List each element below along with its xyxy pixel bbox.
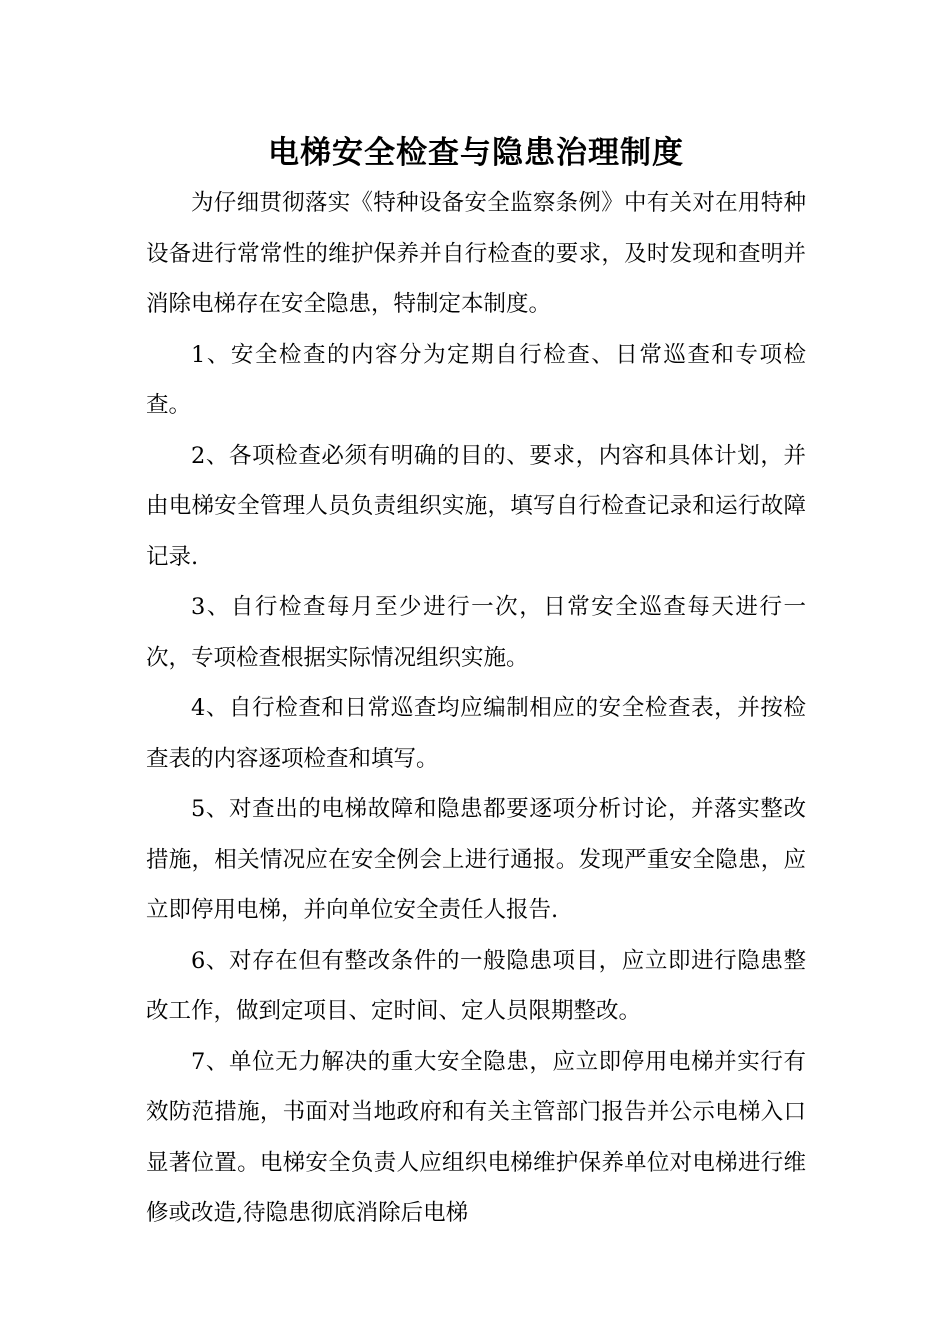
paragraph-intro: 为仔细贯彻落实《特种设备安全监察条例》中有关对在用特种设备进行常常性的维护保养并自行检查的要求，及时发现和查明并消除电梯存在安全隐患，特制定本制度。 <box>146 190 806 317</box>
paragraph-item-4: 4、自行检查和日常巡查均应编制相应的安全检查表，并按检查表的内容逐项检查和填写。 <box>146 695 806 772</box>
paragraph-item-3: 3、自行检查每月至少进行一次，日常安全巡查每天进行一次，专项检查根据实际情况组织实施。 <box>146 594 806 671</box>
paragraph-item-6: 6、对存在但有整改条件的一般隐患项目，应立即进行隐患整改工作，做到定项目、定时间、定人员限期整改。 <box>146 947 806 1024</box>
document-body <box>146 128 806 1239</box>
paragraph-item-5: 5、对查出的电梯故障和隐患都要逐项分析讨论，并落实整改措施，相关情况应在安全例会上进行通报。发现严重安全隐患，应立即停用电梯，并向单位安全责任人报告. <box>146 796 806 923</box>
document-title: 电梯安全检查与隐患治理制度 <box>268 135 684 171</box>
paragraph-item-1: 1、安全检查的内容分为定期自行检查、日常巡查和专项检查。 <box>146 341 806 418</box>
paragraph-item-7: 7、单位无力解决的重大安全隐患，应立即停用电梯并实行有效防范措施，书面对当地政府和有关主管部门报告并公示电梯入口显著位置。电梯安全负责人应组织电梯维护保养单位对电梯进行维修或改造,待隐患彻底消除后电梯 <box>146 1048 806 1226</box>
paragraph-item-2: 2、各项检查必须有明确的目的、要求，内容和具体计划，并由电梯安全管理人员负责组织实施，填写自行检查记录和运行故障记录. <box>146 442 806 570</box>
